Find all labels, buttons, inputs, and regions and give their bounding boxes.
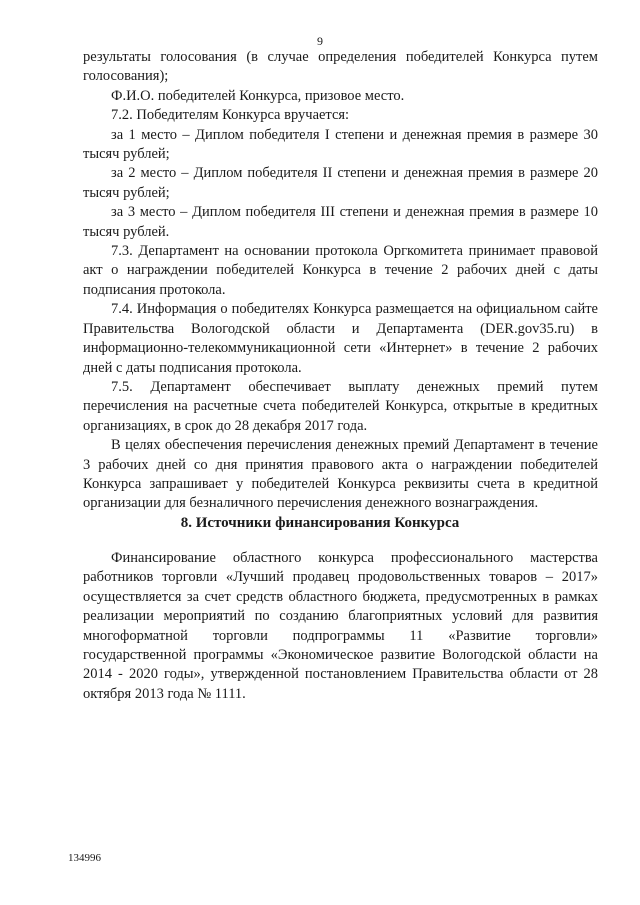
paragraph-voting-results: результаты голосования (в случае определения победителей Конкурса путем голосования); — [83, 49, 598, 85]
section-8-title: 8. Источники финансирования Конкурса — [180, 515, 460, 531]
paragraph-7-4: 7.4. Информация о победителях Конкурса размещается на официальном сайте Правительства Вологодской области и Департамента (DER.gov35.ru) в информационно-телекоммуникационной сети «Интернет» в течение 2 рабочих дней с даты подписания протокола. — [83, 301, 598, 376]
paragraph-winner-names: Ф.И.О. победителей Конкурса, призовое место. — [111, 87, 405, 104]
paragraph-7-3: 7.3. Департамент на основании протокола Оргкомитета принимает правовой акт о награждении победителей Конкурса в течение 2 рабочих дней с даты подписания протокола. — [83, 243, 598, 298]
paragraph-second-place: за 2 место – Диплом победителя II степени и денежная премия в размере 20 тысяч рублей; — [83, 165, 598, 201]
paragraph-7-5: 7.5. Департамент обеспечивает выплату денежных премий путем перечисления на расчетные счета победителей Конкурса, открытые в кредитных организациях, в срок до 28 декабря 2017 года. — [83, 378, 598, 434]
section-7-body — [83, 48, 598, 514]
paragraph-financing: Финансирование областного конкурса профессионального мастерства работников торговли «Лучший продавец продовольственных товаров – 2017» осуществляется за счет средств областного бюджета, предусмотренных в рамках реализации мероприятий по созданию благоприятных условий для развития многоформатной торговли подпрограммы 11 «Развитие торговли» государственной программы «Экономическое развитие Вологодской области на 2014 - 2020 годы», утвержденной постановлением Правительства области от 28 октября 2013 года № 1111. — [83, 550, 598, 702]
document-code: 134996 — [68, 852, 101, 864]
paragraph-third-place: за 3 место – Диплом победителя III степени и денежная премия в размере 10 тысяч рублей. — [83, 204, 598, 240]
page-number: 9 — [317, 34, 323, 48]
paragraph-7-2: 7.2. Победителям Конкурса вручается: — [111, 107, 350, 124]
paragraph-first-place: за 1 место – Диплом победителя I степени и денежная премия в размере 30 тысяч рублей; — [83, 126, 598, 163]
section-8-body — [83, 549, 598, 704]
paragraph-account-details: В целях обеспечения перечисления денежных премий Департамент в течение 3 рабочих дней со дня принятия правового акта о награждении победителей Конкурса запрашивает у победителей Конкурса реквизиты счета в кредитной организации для безналичного перечисления денежного вознаграждения. — [83, 437, 598, 512]
